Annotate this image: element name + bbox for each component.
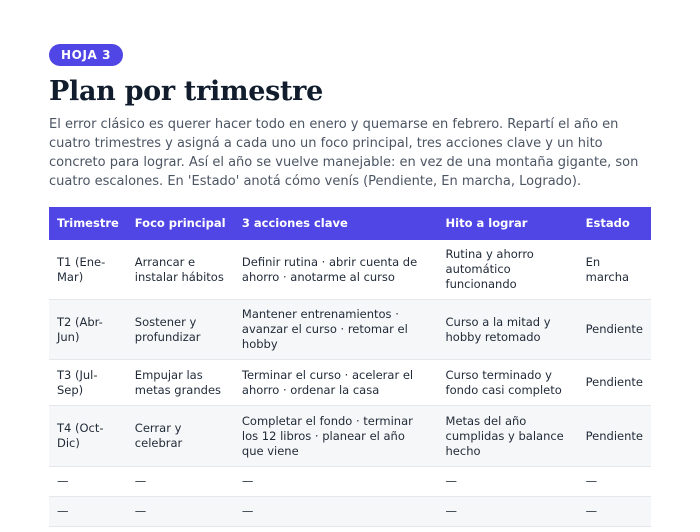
cell-milestone: Metas del año cumplidas y balance hecho — [438, 406, 578, 467]
header-status: Estado — [578, 207, 651, 240]
cell-key-actions: — — [234, 467, 438, 497]
header-quarter: Trimestre — [49, 207, 127, 240]
table-row-empty — [49, 497, 651, 527]
cell-quarter: — — [49, 497, 127, 527]
cell-main-focus: Cerrar y celebrar — [127, 406, 234, 467]
cell-status: Pendiente — [578, 360, 651, 406]
cell-status: Pendiente — [578, 300, 651, 360]
page-title: Plan por trimestre — [49, 76, 323, 107]
header-main-focus: Foco principal — [127, 207, 234, 240]
cell-quarter: T3 (Jul-Sep) — [49, 360, 127, 406]
sheet-badge: HOJA 3 — [49, 44, 123, 66]
cell-quarter: — — [49, 467, 127, 497]
cell-key-actions: Completar el fondo · terminar los 12 libros · planear el año que viene — [234, 406, 438, 467]
quarterly-plan-table — [49, 207, 651, 527]
cell-key-actions: — — [234, 497, 438, 527]
header-milestone: Hito a lograr — [438, 207, 578, 240]
cell-status: — — [578, 497, 651, 527]
header-key-actions: 3 acciones clave — [234, 207, 438, 240]
table-row — [49, 360, 651, 406]
cell-main-focus: — — [127, 497, 234, 527]
cell-quarter: T2 (Abr-Jun) — [49, 300, 127, 360]
cell-main-focus: — — [127, 467, 234, 497]
cell-status: Pendiente — [578, 406, 651, 467]
cell-milestone: Curso a la mitad y hobby retomado — [438, 300, 578, 360]
intro-paragraph: El error clásico es querer hacer todo en enero y quemarse en febrero. Repartí el año en cuatro trimestres y asigná a cada uno un foco principal, tres acciones clave y un hito concreto para lograr. Así el año se vuelve manejable: en vez de una montaña gigante, son cuatro escalones. En 'Estado' anotá cómo venís (Pendiente, En marcha, Logrado). — [49, 117, 639, 189]
cell-main-focus: Empujar las metas grandes — [127, 360, 234, 406]
cell-main-focus: Arrancar e instalar hábitos — [127, 240, 234, 300]
table-header-row — [49, 207, 651, 240]
cell-key-actions: Terminar el curso · acelerar el ahorro · ordenar la casa — [234, 360, 438, 406]
cell-milestone: — — [438, 497, 578, 527]
table-row — [49, 240, 651, 300]
cell-key-actions: Mantener entrenamientos · avanzar el curso · retomar el hobby — [234, 300, 438, 360]
cell-quarter: T1 (Ene-Mar) — [49, 240, 127, 300]
cell-key-actions: Definir rutina · abrir cuenta de ahorro · anotarme al curso — [234, 240, 438, 300]
cell-status: En marcha — [578, 240, 651, 300]
cell-main-focus: Sostener y profundizar — [127, 300, 234, 360]
cell-milestone: — — [438, 467, 578, 497]
table-row — [49, 300, 651, 360]
table-row — [49, 406, 651, 467]
cell-quarter: T4 (Oct-Dic) — [49, 406, 127, 467]
cell-milestone: Curso terminado y fondo casi completo — [438, 360, 578, 406]
table-row-empty — [49, 467, 651, 497]
cell-status: — — [578, 467, 651, 497]
cell-milestone: Rutina y ahorro automático funcionando — [438, 240, 578, 300]
